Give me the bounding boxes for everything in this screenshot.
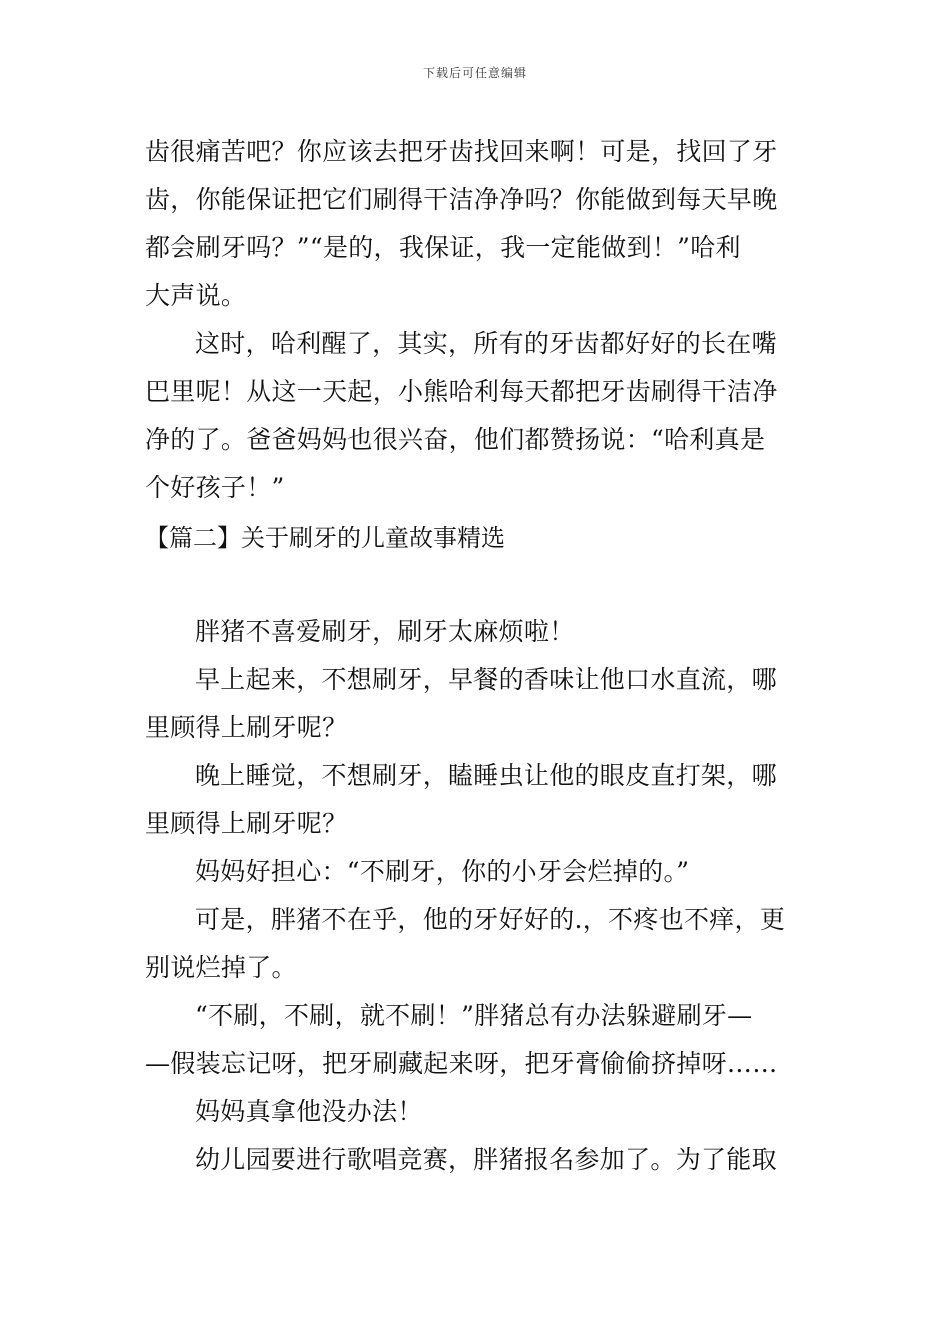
paragraph-start: 胖猪不喜爱刷牙，刷牙太麻烦啦！ bbox=[195, 617, 575, 646]
paragraph-start: 妈妈好担心：“不刷牙，你的小牙会烂掉的。” bbox=[195, 857, 690, 886]
paragraph-start: 幼儿园要进行歌唱竞赛，胖猪报名参加了。为了能取 bbox=[195, 1145, 777, 1174]
text-line: 大声说。 bbox=[145, 281, 247, 310]
text-line: 净的了。爸爸妈妈也很兴奋，他们都赞扬说：“哈利真是 bbox=[145, 425, 766, 454]
text-line: 别说烂掉了。 bbox=[145, 953, 297, 982]
text-line: 都会刷牙吗？”“是的，我保证，我一定能做到！”哈利 bbox=[145, 233, 741, 262]
text-line: 个好孩子！” bbox=[145, 473, 285, 502]
paragraph-start: 早上起来，不想刷牙，早餐的香味让他口水直流，哪 bbox=[195, 665, 777, 694]
section-gap bbox=[145, 562, 810, 608]
text-line: 齿，你能保证把它们刷得干洁净净吗？你能做到每天早晚 bbox=[145, 185, 778, 214]
text-line: 里顾得上刷牙呢？ bbox=[145, 809, 348, 838]
section-heading: 【篇二】关于刷牙的儿童故事精选 bbox=[145, 524, 505, 552]
paragraph-start: 可是，胖猪不在乎，他的牙好好的.，不疼也不痒，更 bbox=[195, 905, 786, 934]
text-line: —假装忘记呀，把牙刷藏起来呀，把牙膏偷偷挤掉呀…… bbox=[145, 1049, 778, 1078]
text-line: 齿很痛苦吧？你应该去把牙齿找回来啊！可是，找回了牙 bbox=[145, 137, 778, 166]
paragraph-start: 这时，哈利醒了，其实，所有的牙齿都好好的长在嘴 bbox=[195, 329, 777, 358]
paragraph-start: “不刷，不刷，就不刷！”胖猪总有办法躲避刷牙— bbox=[195, 1001, 753, 1030]
paragraph-start: 晚上睡觉，不想刷牙，瞌睡虫让他的眼皮直打架，哪 bbox=[195, 761, 777, 790]
text-line: 巴里呢！从这一天起，小熊哈利每天都把牙齿刷得干洁净 bbox=[145, 377, 778, 406]
paragraph-start: 妈妈真拿他没办法！ bbox=[195, 1097, 423, 1126]
text-line: 里顾得上刷牙呢？ bbox=[145, 713, 348, 742]
page-header: 下载后可任意编辑 bbox=[422, 66, 527, 80]
document-body bbox=[145, 128, 810, 1184]
